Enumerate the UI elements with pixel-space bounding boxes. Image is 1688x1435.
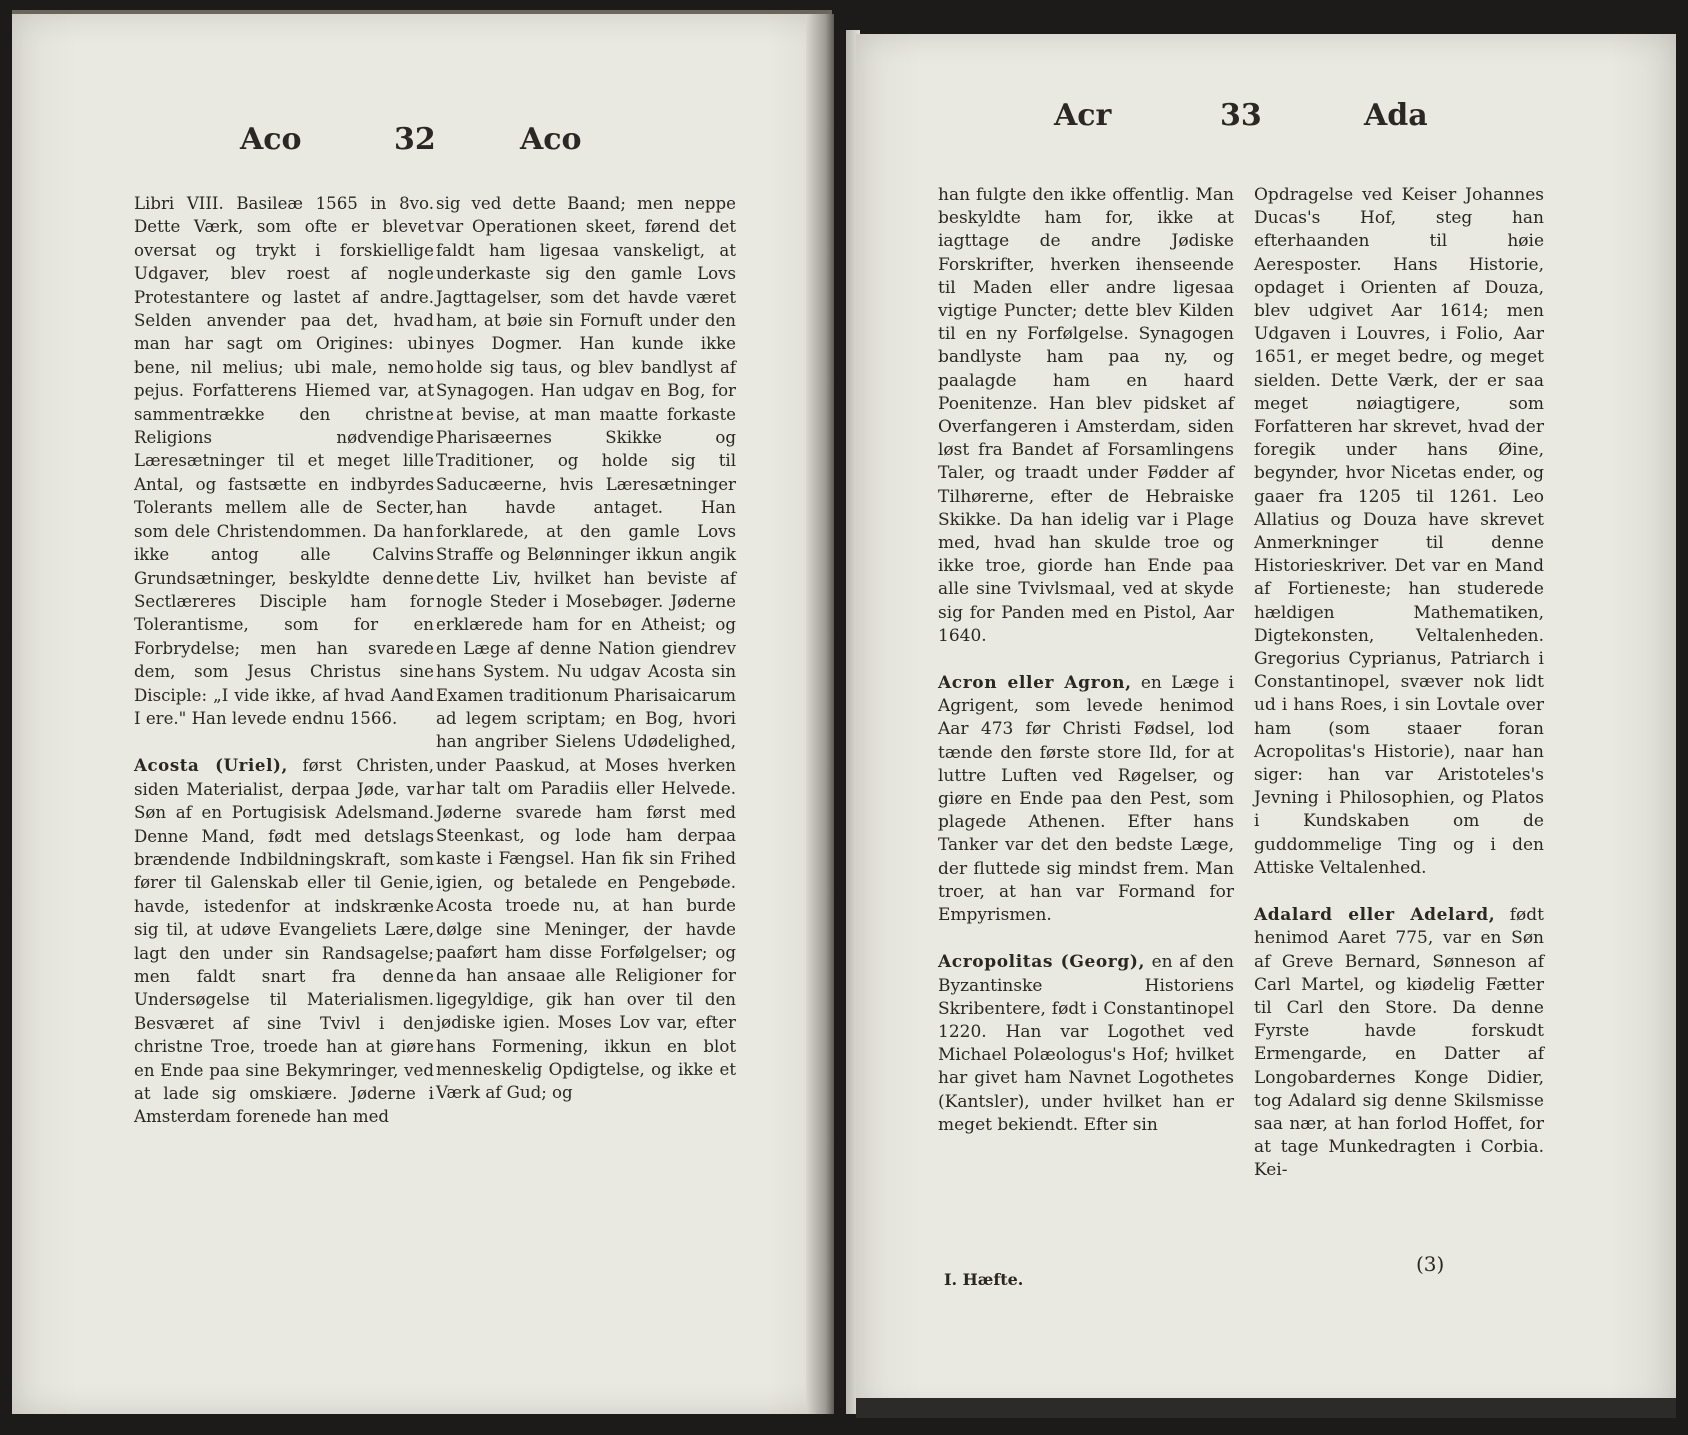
- column-1: [134, 192, 434, 1129]
- column-2: [436, 192, 736, 1105]
- column-2: [1254, 184, 1544, 1183]
- page-header: [12, 122, 832, 168]
- entry-acosta: [134, 754, 434, 1129]
- page-header: [856, 98, 1676, 144]
- entry-headword: Acosta (Uriel),: [134, 755, 288, 776]
- entry-acropolitas: [938, 951, 1234, 1137]
- column-1: [938, 184, 1234, 1137]
- sheet-mark: (3): [1416, 1252, 1445, 1276]
- page-number: 32: [394, 122, 436, 157]
- right-page: [856, 34, 1676, 1414]
- left-page: [12, 14, 832, 1414]
- entry-adalard: [1254, 904, 1544, 1182]
- book-gutter: [806, 14, 834, 1414]
- entry-headword: Acron eller Agron,: [938, 673, 1132, 694]
- entry-text: en af den Byzantinske Historiens Skribentere, født i Constantinopel 1220. Han var Logothet ved Michael Polæologus's Hof; hvilket har givet ham Navnet Logothetes (Kantsler), under hvilket han er meget bekiendt. Efter sin: [938, 952, 1235, 1135]
- page-number: 33: [1220, 98, 1262, 133]
- entry-headword: Adalard eller Adelard,: [1254, 905, 1496, 926]
- paragraph: han fulgte den ikke offentlig. Man beskyldte ham for, ikke at iagttage de andre Jødiske Forskrifter, hverken ihenseende til Maden eller andre ligesaa vigtige Puncter; dette blev Kilden til en ny Forfølgelse. Synagogen bandlyste ham paa ny, og paalagde ham en haard Poenitenze. Han blev pidsket af Overfangeren i Amsterdam, siden løst fra Bandet af Forsamlingens Taler, og traadt under Fødder af Tilhørerne, efter de Hebraiske Skikke. Da han idelig var i Plage med, hvad han skulde troe og ikke troe, giorde han Ende paa alle sine Tvivlsmaal, ved at skyde sig for Panden med en Pistol, Aar 1640.: [938, 185, 1234, 646]
- header-catchword-right: Ada: [1364, 98, 1428, 133]
- entry-text: født henimod Aaret 775, var en Søn af Greve Bernard, Sønneson af Carl Martel, og kiødelig Fætter til Carl den Store. Da denne Fyrste havde forskudt Ermengarde, en Datter af Longobardernes Konge Didier, tog Adalard sig denne Skilsmisse saa nær, at han forlod Hoffet, for at tage Munkedragten i Corbia. Kei-: [1254, 905, 1545, 1181]
- paragraph: Opdragelse ved Keiser Johannes Ducas's Hof, steg han efterhaanden til høie Aeresposter. Hans Historie, opdaget i Orienten af Douza, blev udgivet Aar 1614; men Udgaven i Louvres, i Folio, Aar 1651, er meget bedre, og meget sielden. Dette Værk, der er saa meget nøiagtigere, som Forfatteren har skrevet, hvad der foregik under hans Øine, begynder, hvor Nicetas ender, og gaaer fra 1205 til 1261. Leo Allatius og Douza have skrevet Anmerkninger til denne Historieskriver. Det var en Mand af Fortieneste; han studerede hældigen Mathematiken, Digtekonsten, Veltalenheden. Gregorius Cyprianus, Patriarch i Constantinopel, svæver nok lidt ud i hans Roes, i sin Lovtale over ham (som staaer foran Acropolitas's Historie), naar han siger: han var Aristoteles's Jevning i Philosophien, og Platos i Kundskaben om de guddommelige Ting og i den Attiske Veltalenhed.: [1254, 185, 1544, 878]
- header-catchword-right: Aco: [520, 122, 582, 157]
- header-catchword-left: Acr: [1054, 98, 1112, 133]
- entry-text: en Læge i Agrigent, som levede henimod Aar 473 før Christi Fødsel, lod tænde den første store Ild, for at luttre Luften ved Røgelser, og giøre en Ende paa den Pest, som plagede Athenen. Efter hans Tanker var det den bedste Læge, der fluttede sig mindst frem. Man troer, at han var Formand for Empyrismen.: [938, 673, 1234, 926]
- header-catchword-left: Aco: [240, 122, 302, 157]
- entry-acron: [938, 672, 1234, 927]
- entry-text: først Christen, siden Materialist, derpaa Jøde, var Søn af en Portugisisk Adelsmand. Denne Mand, født med detslags brændende Indbildningskraft, som fører til Galenskab eller til Genie, havde, istedenfor at indskrænke sig til, at udøve Evangeliets Lære, lagt den under sin Randsagelse; men faldt snart fra denne Undersøgelse til Materialismen. Besværet af sine Tvivl i den christne Troe, troede han at giøre en Ende paa sine Bekymringer, ved at lade sig omskiære. Jøderne i Amsterdam forenede han med: [134, 756, 434, 1127]
- paragraph: sig ved dette Baand; men neppe var Operationen skeet, førend det faldt ham ligesaa vanskeligt, at underkaste sig den gamle Lovs Jagttagelser, som det havde været ham, at bøie sin Fornuft under den nyes Dogmer. Han kunde ikke holde sig taus, og blev bandlyst af Synagogen. Han udgav en Bog, for at bevise, at man maatte forkaste Pharisæernes Skikke og Traditioner, og holde sig til Saducæerne, hvis Læresætninger han havde antaget. Han forklarede, at den gamle Lovs Straffe og Belønninger ikkun angik dette Liv, hvilket han beviste af nogle Steder i Mosebøger. Jøderne erklærede ham for en Atheist; og en Læge af denne Nation giendrev hans System. Nu udgav Acosta sin Examen traditionum Pharisaicarum ad legem scriptam; en Bog, hvori han angriber Sielens Udødelighed, under Paaskud, at Moses hverken har talt om Paradiis eller Helvede. Jøderne svarede ham først med Steenkast, og lode ham derpaa kaste i Fængsel. Han fik sin Frihed igien, og betalede en Pengebøde. Acosta troede nu, at han burde dølge sine Meninger, der havde paaført ham disse Forfølgelser; og da han ansaae alle Religioner for ligegyldige, gik han over til den jødiske igien. Moses Lov var, efter hans Formening, ikkun en blot menneskelig Opdigtelse, og ikke et Værk af Gud; og: [436, 194, 736, 1103]
- paragraph: Libri VIII. Basileæ 1565 in 8vo. Dette Værk, som ofte er blevet oversat og trykt i forskiellige Udgaver, blev roest af nogle Protestantere og lastet af andre. Selden anvender paa det, hvad man har sagt om Origines: ubi bene, nil melius; ubi male, nemo pejus. Forfatterens Hiemed var, at sammentrække den christne Religions nødvendige Læresætninger til et meget lille Antal, og fastsætte en indbyrdes Tolerants mellem alle de Secter, som dele Christendommen. Da han ikke antog alle Calvins Grundsætninger, beskyldte denne Sectlæreres Disciple ham for Tolerantisme, som for en Forbrydelse; men han svarede dem, som Jesus Christus sine Disciple: „I vide ikke, af hvad Aand I ere." Han levede endnu 1566.: [134, 194, 434, 728]
- signature-mark: I. Hæfte.: [944, 1270, 1024, 1289]
- book-bottom-edge: [856, 1398, 1676, 1418]
- entry-headword: Acropolitas (Georg),: [938, 952, 1146, 973]
